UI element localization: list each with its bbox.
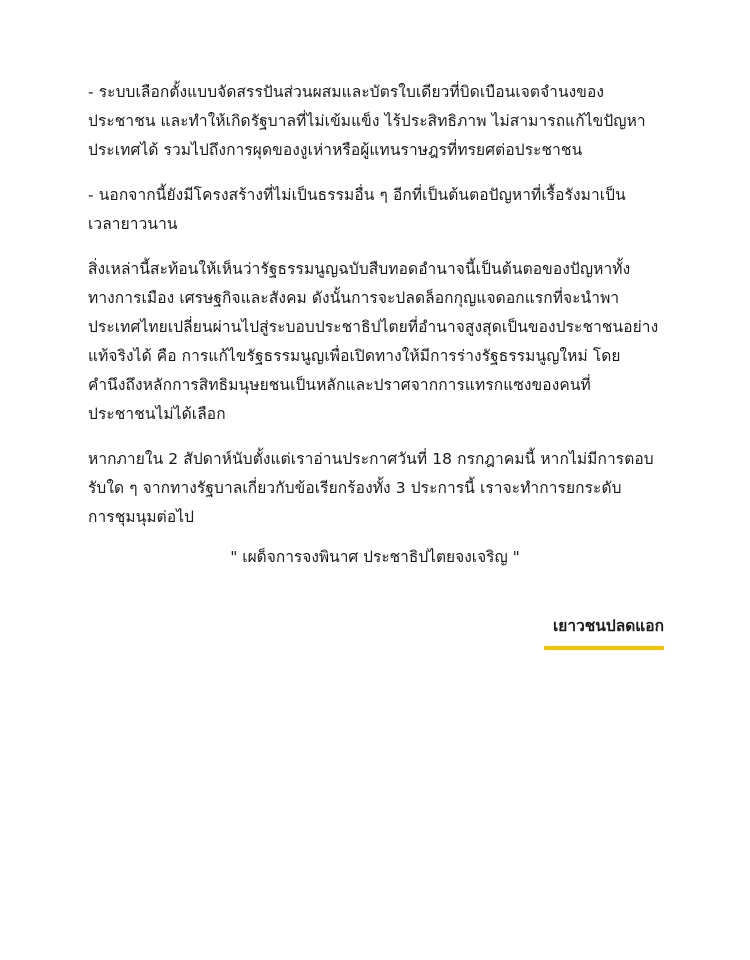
slogan: " เผด็จการจงพินาศ ประชาธิปไตยจงเจริญ " bbox=[230, 548, 520, 566]
signature-block bbox=[544, 612, 664, 650]
text-line: ประชาชน และทำให้เกิดรัฐบาลที่ไม่เข้มแข็ง ไร้ประสิทธิภาพ ไม่สามารถแก้ไขปัญหา bbox=[88, 112, 646, 130]
text-line: ประเทศไทยเปลี่ยนผ่านไปสู่ระบอบประชาธิปไตยที่อำนาจสูงสุดเป็นของประชาชนอย่าง bbox=[88, 318, 659, 336]
text-line: เวลายาวนาน bbox=[88, 215, 178, 233]
text-line: การชุมนุมต่อไป bbox=[88, 508, 195, 526]
text-line: - นอกจากนี้ยังมีโครงสร้างที่ไม่เป็นธรรมอื่น ๆ อีกที่เป็นต้นตอปัญหาที่เรื้อรังมาเป็น bbox=[88, 186, 626, 204]
paragraph-ultimatum bbox=[88, 445, 673, 532]
text-line: ประเทศได้ รวมไปถึงการผุดของงูเห่าหรือผู้แทนราษฎรที่ทรยศต่อประชาชน bbox=[88, 141, 583, 159]
text-line: ทางการเมือง เศรษฐกิจและสังคม ดังนั้นการจะปลดล็อกกุญแจดอกแรกที่จะนำพา bbox=[88, 289, 620, 307]
signature-underline bbox=[544, 646, 664, 650]
text-line: คำนึงถึงหลักการสิทธิมนุษยชนเป็นหลักและปราศจากการแทรกแซงของคนที่ bbox=[88, 376, 591, 394]
text-line: แท้จริงได้ คือ การแก้ไขรัฐธรรมนูญเพื่อเปิดทางให้มีการร่างรัฐธรรมนูญใหม่ โดย bbox=[88, 347, 621, 365]
paragraph-bullet-electoral-system bbox=[88, 78, 673, 165]
paragraph-bullet-unfair-structures bbox=[88, 181, 673, 239]
signature-name: เยาวชนปลดแอก bbox=[553, 617, 664, 635]
text-line: สิ่งเหล่านี้สะท้อนให้เห็นว่ารัฐธรรมนูญฉบับสืบทอดอำนาจนี้เป็นต้นตอของปัญหาทั้ง bbox=[88, 260, 631, 278]
text-line: ประชาชนไม่ได้เลือก bbox=[88, 405, 226, 423]
paragraph-constitution bbox=[88, 255, 673, 429]
document-body bbox=[88, 78, 673, 548]
text-line: - ระบบเลือกตั้งแบบจัดสรรปันส่วนผสมและบัตรใบเดียวที่บิดเบือนเจตจำนงของ bbox=[88, 83, 605, 101]
text-line: หากภายใน 2 สัปดาห์นับตั้งแต่เราอ่านประกาศวันที่ 18 กรกฎาคมนี้ หากไม่มีการตอบ bbox=[88, 450, 654, 468]
text-line: รับใด ๆ จากทางรัฐบาลเกี่ยวกับข้อเรียกร้องทั้ง 3 ประการนี้ เราจะทำการยกระดับ bbox=[88, 479, 622, 497]
